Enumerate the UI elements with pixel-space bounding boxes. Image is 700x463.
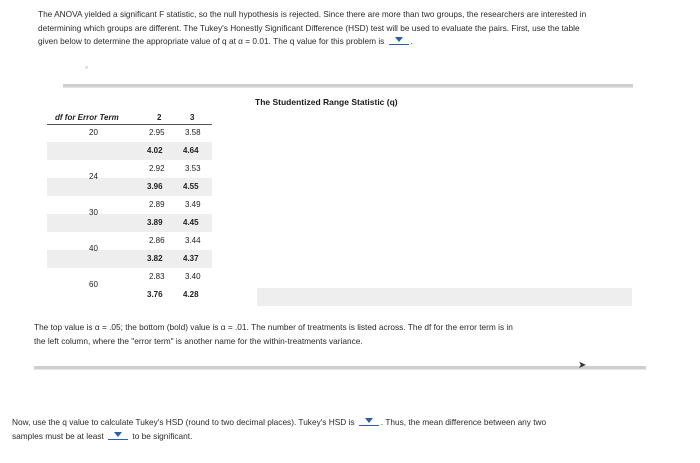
header-col-2: 2 [157,113,162,122]
cell-alpha05-col3: 3.58 [185,128,201,137]
intro-line-2: determining which groups are different. The Tukey's Honestly Significant Difference (HSD) test will be used to evaluate the pairs. First, use the table [38,22,580,33]
cell-df: 40 [89,244,98,253]
cell-alpha05-col3: 3.40 [185,272,201,281]
table-bottom-band [257,288,632,306]
cell-alpha01-col2: 3.96 [147,182,163,191]
min-difference-dropdown[interactable] [108,430,128,440]
note-line-2: the left column, where the "error term" is another name for the within-treatments variance. [34,335,363,346]
question-part-4: to be significant. [132,430,193,441]
cell-alpha05-col2: 2.83 [149,272,165,281]
decorative-dot [85,66,88,69]
cell-df: 24 [89,172,98,181]
divider-bottom [34,366,646,370]
intro-line-3-end: . [410,36,413,46]
cell-df: 60 [89,280,98,289]
note-line-1: The top value is α = .05; the bottom (bold) value is α = .01. The number of treatments is listed across. The df for the error term is in [34,322,513,332]
hsd-dropdown[interactable] [359,416,379,426]
question-part-3: samples must be at least [12,430,104,441]
cell-df: 30 [89,208,98,217]
intro-line-3: given below to determine the appropriate value of q at α = 0.01. The q value for this problem is [38,36,385,46]
cell-alpha01-col3: 4.55 [183,182,199,191]
intro-line-1: The ANOVA yielded a significant F statistic, so the null hypothesis is rejected. Since there are more than two groups, the researchers are interested in [38,9,587,19]
table-title: The Studentized Range Statistic (q) [255,97,398,107]
divider-top [63,84,633,88]
cell-alpha01-col2: 3.76 [147,290,163,299]
q-value-dropdown[interactable] [389,35,409,45]
cell-alpha05-col3: 3.49 [185,200,201,209]
header-col-3: 3 [190,113,195,122]
cell-alpha01-col3: 4.28 [183,290,199,299]
question-part-2: . Thus, the mean difference between any two [380,417,547,427]
header-df: df for Error Term [55,113,119,122]
header-underline [47,124,212,125]
note-paragraph [34,321,644,348]
cell-alpha01-col3: 4.45 [183,218,199,227]
cell-alpha05-col2: 2.92 [149,164,165,173]
intro-paragraph [38,8,678,49]
cell-alpha05-col3: 3.53 [185,164,201,173]
cell-alpha01-col3: 4.37 [183,254,199,263]
cell-alpha01-col2: 3.89 [147,218,163,227]
question-paragraph [12,416,682,443]
cell-alpha01-col3: 4.64 [183,146,199,155]
cell-alpha05-col2: 2.89 [149,200,165,209]
mouse-cursor-icon: ➤ [578,360,587,371]
cell-alpha05-col3: 3.44 [185,236,201,245]
cell-alpha01-col2: 3.82 [147,254,163,263]
question-part-1: Now, use the q value to calculate Tukey's HSD (round to two decimal places). Tukey's HSD is [12,417,355,427]
cell-alpha05-col2: 2.86 [149,236,165,245]
cell-df: 20 [89,128,98,137]
cell-alpha05-col2: 2.95 [149,128,165,137]
cell-alpha01-col2: 4.02 [147,146,163,155]
